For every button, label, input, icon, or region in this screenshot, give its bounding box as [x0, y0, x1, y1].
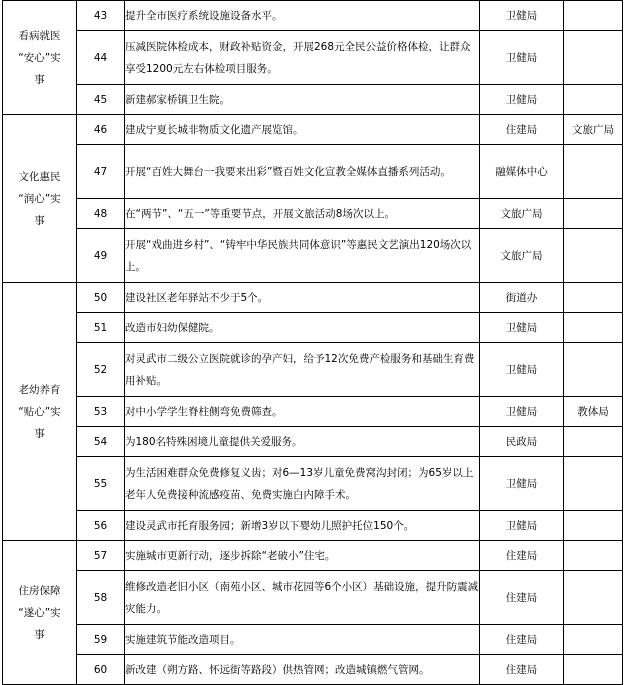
project-content: 维修改造老旧小区（南苑小区、城市花园等6个小区）基础设施，提升防震减灾能力。	[125, 571, 480, 625]
table-row	[3, 31, 623, 85]
project-content: 为生活困难群众免费修复义齿；对6—13岁儿童免费窝沟封闭；为65岁以上老年人免费接种流感疫苗、免费实施白内障手术。	[125, 457, 480, 511]
project-content: 建设社区老年驿站不少于5个。	[125, 283, 480, 313]
assist-department: 文旅广局	[564, 115, 623, 145]
table-row	[3, 511, 623, 541]
table-row	[3, 199, 623, 229]
table-row	[3, 541, 623, 571]
row-number: 47	[77, 145, 125, 199]
table-row	[3, 145, 623, 199]
row-number: 50	[77, 283, 125, 313]
project-content: 实施建筑节能改造项目。	[125, 625, 480, 655]
row-number: 56	[77, 511, 125, 541]
category-line: “润心”实	[18, 192, 61, 205]
project-content: 开展“戏曲进乡村”、“铸牢中华民族共同体意识”等惠民文艺演出120场次以上。	[125, 229, 480, 283]
row-number: 48	[77, 199, 125, 229]
category-line: 文化惠民	[18, 170, 61, 183]
category-line: 事	[34, 73, 45, 86]
project-content: 开展“百姓大舞台一我要来出彩”暨百姓文化宣教全媒体直播系列活动。	[125, 145, 480, 199]
project-content: 新建郝家桥镇卫生院。	[125, 85, 480, 115]
table-row	[3, 313, 623, 343]
lead-department: 住建局	[480, 625, 564, 655]
project-content: 压减医院体检成本，财政补贴资金，开展268元全民公益价格体检，让群众享受1200元左右体检项目服务。	[125, 31, 480, 85]
lead-department: 卫健局	[480, 457, 564, 511]
row-number: 54	[77, 427, 125, 457]
row-number: 45	[77, 85, 125, 115]
lead-department: 卫健局	[480, 397, 564, 427]
lead-department: 融媒体中心	[480, 145, 564, 199]
row-number: 51	[77, 313, 125, 343]
assist-department	[564, 1, 623, 31]
projects-table	[2, 0, 623, 685]
lead-department: 卫健局	[480, 31, 564, 85]
table-row	[3, 457, 623, 511]
category-line: “贴心”实	[18, 405, 61, 418]
row-number: 57	[77, 541, 125, 571]
table-row	[3, 229, 623, 283]
assist-department	[564, 511, 623, 541]
table-row	[3, 625, 623, 655]
assist-department	[564, 145, 623, 199]
lead-department: 卫健局	[480, 1, 564, 31]
table-row	[3, 397, 623, 427]
lead-department: 街道办	[480, 283, 564, 313]
row-number: 46	[77, 115, 125, 145]
category-line: 事	[34, 214, 45, 227]
assist-department	[564, 427, 623, 457]
table-row	[3, 1, 623, 31]
assist-department	[564, 541, 623, 571]
lead-department: 文旅广局	[480, 199, 564, 229]
assist-department	[564, 283, 623, 313]
category-line: “安心”实	[18, 51, 61, 64]
category-line: 事	[34, 427, 45, 440]
category-cell	[3, 283, 77, 541]
lead-department: 住建局	[480, 541, 564, 571]
row-number: 55	[77, 457, 125, 511]
lead-department: 住建局	[480, 655, 564, 685]
assist-department	[564, 85, 623, 115]
assist-department: 教体局	[564, 397, 623, 427]
project-content: 新改建（朔方路、怀远街等路段）供热管网；改造城镇燃气管网。	[125, 655, 480, 685]
lead-department: 卫健局	[480, 511, 564, 541]
assist-department	[564, 571, 623, 625]
table-row	[3, 85, 623, 115]
table-row	[3, 115, 623, 145]
row-number: 60	[77, 655, 125, 685]
category-cell	[3, 1, 77, 115]
table-row	[3, 571, 623, 625]
project-content: 在“两节”、“五一”等重要节点，开展文旅活动8场次以上。	[125, 199, 480, 229]
table-row	[3, 427, 623, 457]
assist-department	[564, 625, 623, 655]
lead-department: 文旅广局	[480, 229, 564, 283]
row-number: 49	[77, 229, 125, 283]
row-number: 53	[77, 397, 125, 427]
project-content: 建设灵武市托育服务园；新增3岁以下婴幼儿照护托位150个。	[125, 511, 480, 541]
row-number: 59	[77, 625, 125, 655]
table-row	[3, 283, 623, 313]
category-line: “遂心”实	[18, 606, 61, 619]
project-content: 提升全市医疗系统设施设备水平。	[125, 1, 480, 31]
project-content: 建成宁夏长城非物质文化遗产展览馆。	[125, 115, 480, 145]
table-row	[3, 343, 623, 397]
project-content: 为180名特殊困境儿童提供关爱服务。	[125, 427, 480, 457]
project-content: 改造市妇幼保健院。	[125, 313, 480, 343]
row-number: 52	[77, 343, 125, 397]
project-content: 实施城市更新行动，逐步拆除“老破小”住宅。	[125, 541, 480, 571]
project-content: 对中小学学生脊柱侧弯免费筛查。	[125, 397, 480, 427]
lead-department: 民政局	[480, 427, 564, 457]
category-cell	[3, 115, 77, 283]
category-line: 老幼养育	[18, 383, 61, 396]
project-content: 对灵武市二级公立医院就诊的孕产妇，给予12次免费产检服务和基础生育费用补贴。	[125, 343, 480, 397]
assist-department	[564, 313, 623, 343]
row-number: 43	[77, 1, 125, 31]
lead-department: 卫健局	[480, 313, 564, 343]
row-number: 58	[77, 571, 125, 625]
assist-department	[564, 457, 623, 511]
assist-department	[564, 655, 623, 685]
assist-department	[564, 31, 623, 85]
row-number: 44	[77, 31, 125, 85]
lead-department: 住建局	[480, 571, 564, 625]
lead-department: 卫健局	[480, 85, 564, 115]
lead-department: 住建局	[480, 115, 564, 145]
assist-department	[564, 199, 623, 229]
category-line: 事	[34, 628, 45, 641]
assist-department	[564, 343, 623, 397]
category-line: 看病就医	[18, 29, 61, 42]
category-line: 住房保障	[18, 584, 61, 597]
category-cell	[3, 541, 77, 685]
table-row	[3, 655, 623, 685]
lead-department: 卫健局	[480, 343, 564, 397]
assist-department	[564, 229, 623, 283]
